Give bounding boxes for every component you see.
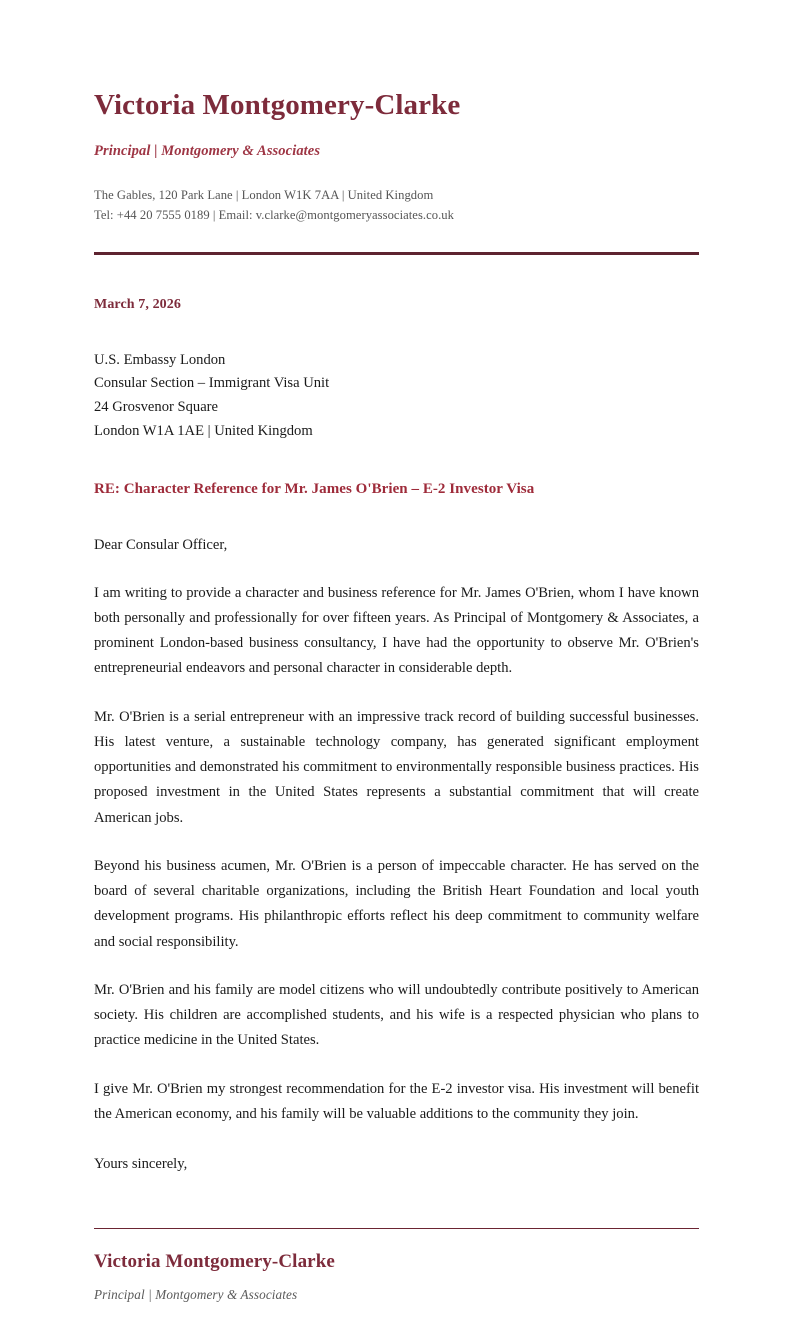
recipient-line: Consular Section – Immigrant Visa Unit <box>94 375 330 392</box>
subject-line: RE: Character Reference for Mr. James O'Brien – E-2 Investor Visa <box>94 481 535 498</box>
signature-name: Victoria Montgomery-Clarke <box>94 1251 335 1273</box>
recipient-address-block <box>94 349 699 444</box>
sender-address-line: The Gables, 120 Park Lane | London W1K 7AA | United Kingdom <box>94 188 434 203</box>
recipient-line: U.S. Embassy London <box>94 351 226 368</box>
body-paragraph: Beyond his business acumen, Mr. O'Brien is a person of impeccable character. He has served on the board of several charitable organizations, including the British Heart Foundation and local youth development programs. His philanthropic efforts reflect his deep commitment to community welfare and social responsibility. <box>94 857 699 950</box>
body-paragraph: Mr. O'Brien is a serial entrepreneur with an impressive track record of building successful businesses. His latest venture, a sustainable technology company, has generated significant employment opportunities and demonstrated his commitment to environmentally responsible business practices. His proposed investment in the United States represents a substantial commitment that will create American jobs. <box>94 708 699 826</box>
signature-title: Principal | Montgomery & Associates <box>94 1287 298 1303</box>
body-paragraph: I am writing to provide a character and business reference for Mr. James O'Brien, whom I have known both personally and professionally for over fifteen years. As Principal of Montgomery & Associates, a prominent London-based business consultancy, I have had the opportunity to observe Mr. O'Brien's entrepreneurial endeavors and personal character in considerable depth. <box>94 584 699 677</box>
closing-salutation: Yours sincerely, <box>94 1155 188 1172</box>
body-paragraph: Mr. O'Brien and his family are model citizens who will undoubtedly contribute positively to American society. His children are accomplished students, and his wife is a respected physician who plans to practice medicine in the United States. <box>94 981 699 1049</box>
letter-body <box>94 581 699 1127</box>
signature-divider <box>94 1228 699 1229</box>
letterhead <box>94 88 699 255</box>
recipient-line: London W1A 1AE | United Kingdom <box>94 422 313 439</box>
signature-block <box>94 1228 699 1303</box>
letterhead-divider <box>94 252 699 255</box>
sender-contact-line: Tel: +44 20 7555 0189 | Email: v.clarke@montgomeryassociates.co.uk <box>94 208 454 223</box>
sender-name: Victoria Montgomery-Clarke <box>94 89 461 121</box>
sender-title: Principal | Montgomery & Associates <box>94 143 321 160</box>
body-paragraph: I give Mr. O'Brien my strongest recommendation for the E-2 investor visa. His investment will benefit the American economy, and his family will be valuable additions to the community they join. <box>94 1080 699 1122</box>
letter-date: March 7, 2026 <box>94 296 181 312</box>
salutation: Dear Consular Officer, <box>94 537 228 554</box>
recipient-line: 24 Grosvenor Square <box>94 399 219 416</box>
